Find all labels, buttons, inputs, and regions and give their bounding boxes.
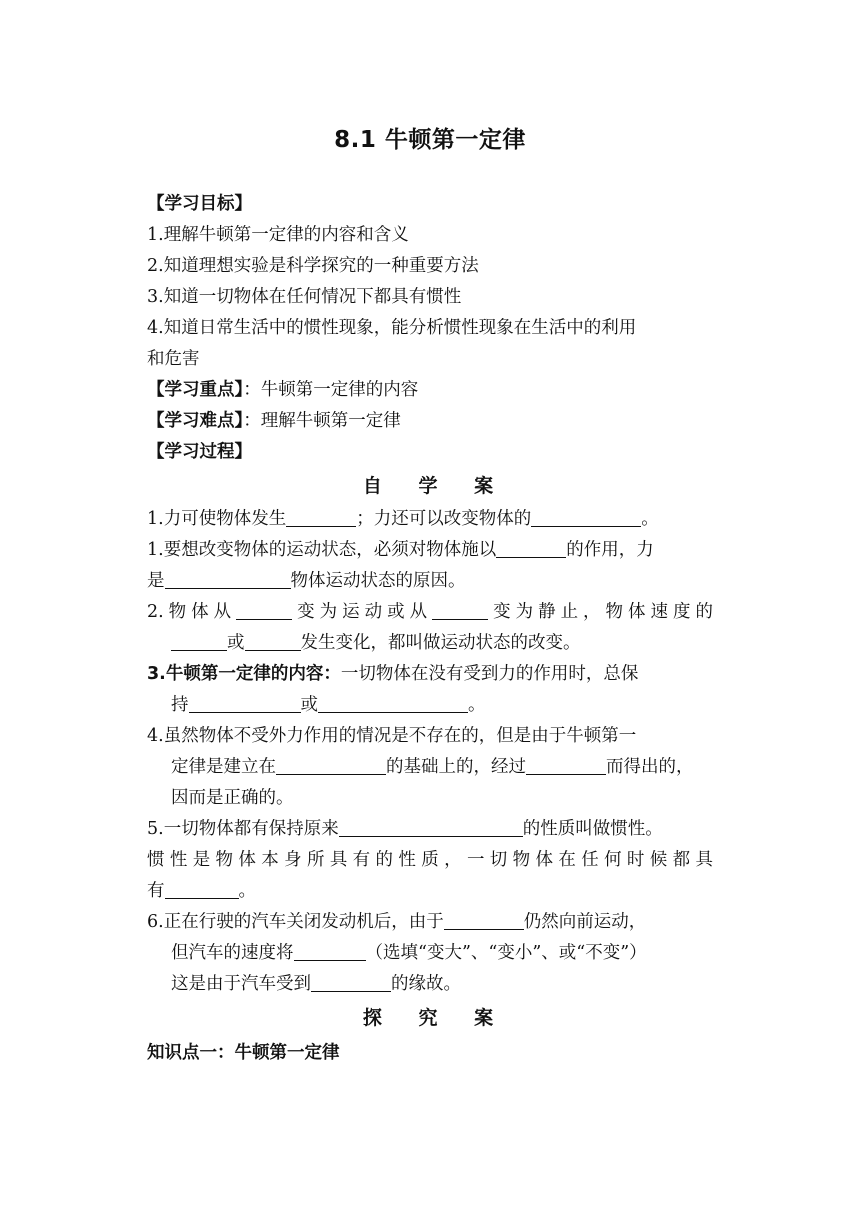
goal-item-4-cont: 和危害: [147, 349, 200, 369]
question-3: 3.牛顿第一定律的内容：一切物体在没有受到力的作用时，总保: [147, 664, 639, 684]
question-6-cont-2: 这是由于汽车受到 的缘故。: [171, 974, 461, 994]
knowledge-point-heading: 知识点一：牛顿第一定律: [147, 1043, 340, 1063]
answer-blank[interactable]: [286, 510, 356, 527]
key-point-text: 牛顿第一定律的内容: [260, 380, 419, 400]
answer-blank[interactable]: [318, 696, 468, 713]
self-study-header: 自 学 案: [362, 475, 498, 497]
question-6: 6.正在行驶的汽车关闭发动机后，由于 仍然向前运动，: [147, 912, 647, 932]
question-3-cont: 持 或 。: [171, 695, 486, 715]
newton-law-label: 3.牛顿第一定律的内容：: [147, 664, 341, 684]
question-5-cont: 惯性是物体本身所具有的性质，一切物体在任何时候都具: [147, 850, 713, 870]
answer-blank[interactable]: [171, 634, 227, 651]
difficulty-row: 【学习难点】：理解牛顿第一定律: [147, 411, 401, 431]
goal-item-3: 3.知道一切物体在任何情况下都具有惯性: [147, 287, 462, 307]
goal-item-1: 1.理解牛顿第一定律的内容和含义: [147, 225, 409, 245]
answer-blank[interactable]: [432, 603, 488, 620]
page-title: 8.1 牛顿第一定律: [334, 127, 526, 153]
difficulty-text: 理解牛顿第一定律: [260, 411, 401, 431]
difficulty-label: 【学习难点】: [147, 411, 244, 431]
goal-item-4: 4.知道日常生活中的惯性现象，能分析惯性现象在生活中的利用: [147, 318, 637, 338]
answer-blank[interactable]: [294, 944, 366, 961]
key-point-row: 【学习重点】：牛顿第一定律的内容: [147, 380, 419, 400]
answer-blank[interactable]: [276, 758, 386, 775]
answer-blank[interactable]: [245, 634, 301, 651]
answer-blank[interactable]: [444, 913, 524, 930]
question-2: 2.物体从 变为运动或从 变为静止，物体速度的: [147, 602, 714, 622]
question-1: 1.要想改变物体的运动状态，必须对物体施以 的作用，力: [147, 540, 654, 560]
key-point-label: 【学习重点】: [147, 380, 244, 400]
answer-blank[interactable]: [339, 820, 523, 837]
question-6-cont: 但汽车的速度将 （选填“变大”、“变小”、或“不变”）: [171, 943, 647, 963]
answer-blank[interactable]: [531, 510, 641, 527]
question-2-cont: 或 发生变化，都叫做运动状态的改变。: [171, 630, 581, 656]
question-5: 5.一切物体都有保持原来 的性质叫做惯性。: [147, 819, 663, 839]
question-4-cont: 定律是建立在 的基础上的，经过 而得出的，: [171, 757, 694, 777]
question-4: 4.虽然物体不受外力作用的情况是不存在的，但是由于牛顿第一: [147, 726, 637, 746]
question-1-cont: 是 物体运动状态的原因。: [147, 571, 466, 591]
answer-blank[interactable]: [165, 572, 291, 589]
answer-blank[interactable]: [189, 696, 301, 713]
process-header: 【学习过程】: [147, 442, 252, 462]
goal-item-2: 2.知道理想实验是科学探究的一种重要方法: [147, 256, 479, 276]
question-force: 1.力可使物体发生 ；力还可以改变物体的 。: [147, 509, 659, 529]
explore-header: 探 究 案: [362, 1007, 498, 1029]
goals-header: 【学习目标】: [147, 194, 252, 214]
answer-blank[interactable]: [496, 541, 566, 558]
answer-blank[interactable]: [311, 975, 391, 992]
answer-blank[interactable]: [526, 758, 606, 775]
answer-blank[interactable]: [236, 603, 292, 620]
answer-blank[interactable]: [165, 882, 239, 899]
question-5-cont-2: 有 。: [147, 881, 256, 901]
question-4-cont-2: 因而是正确的。: [171, 788, 294, 808]
